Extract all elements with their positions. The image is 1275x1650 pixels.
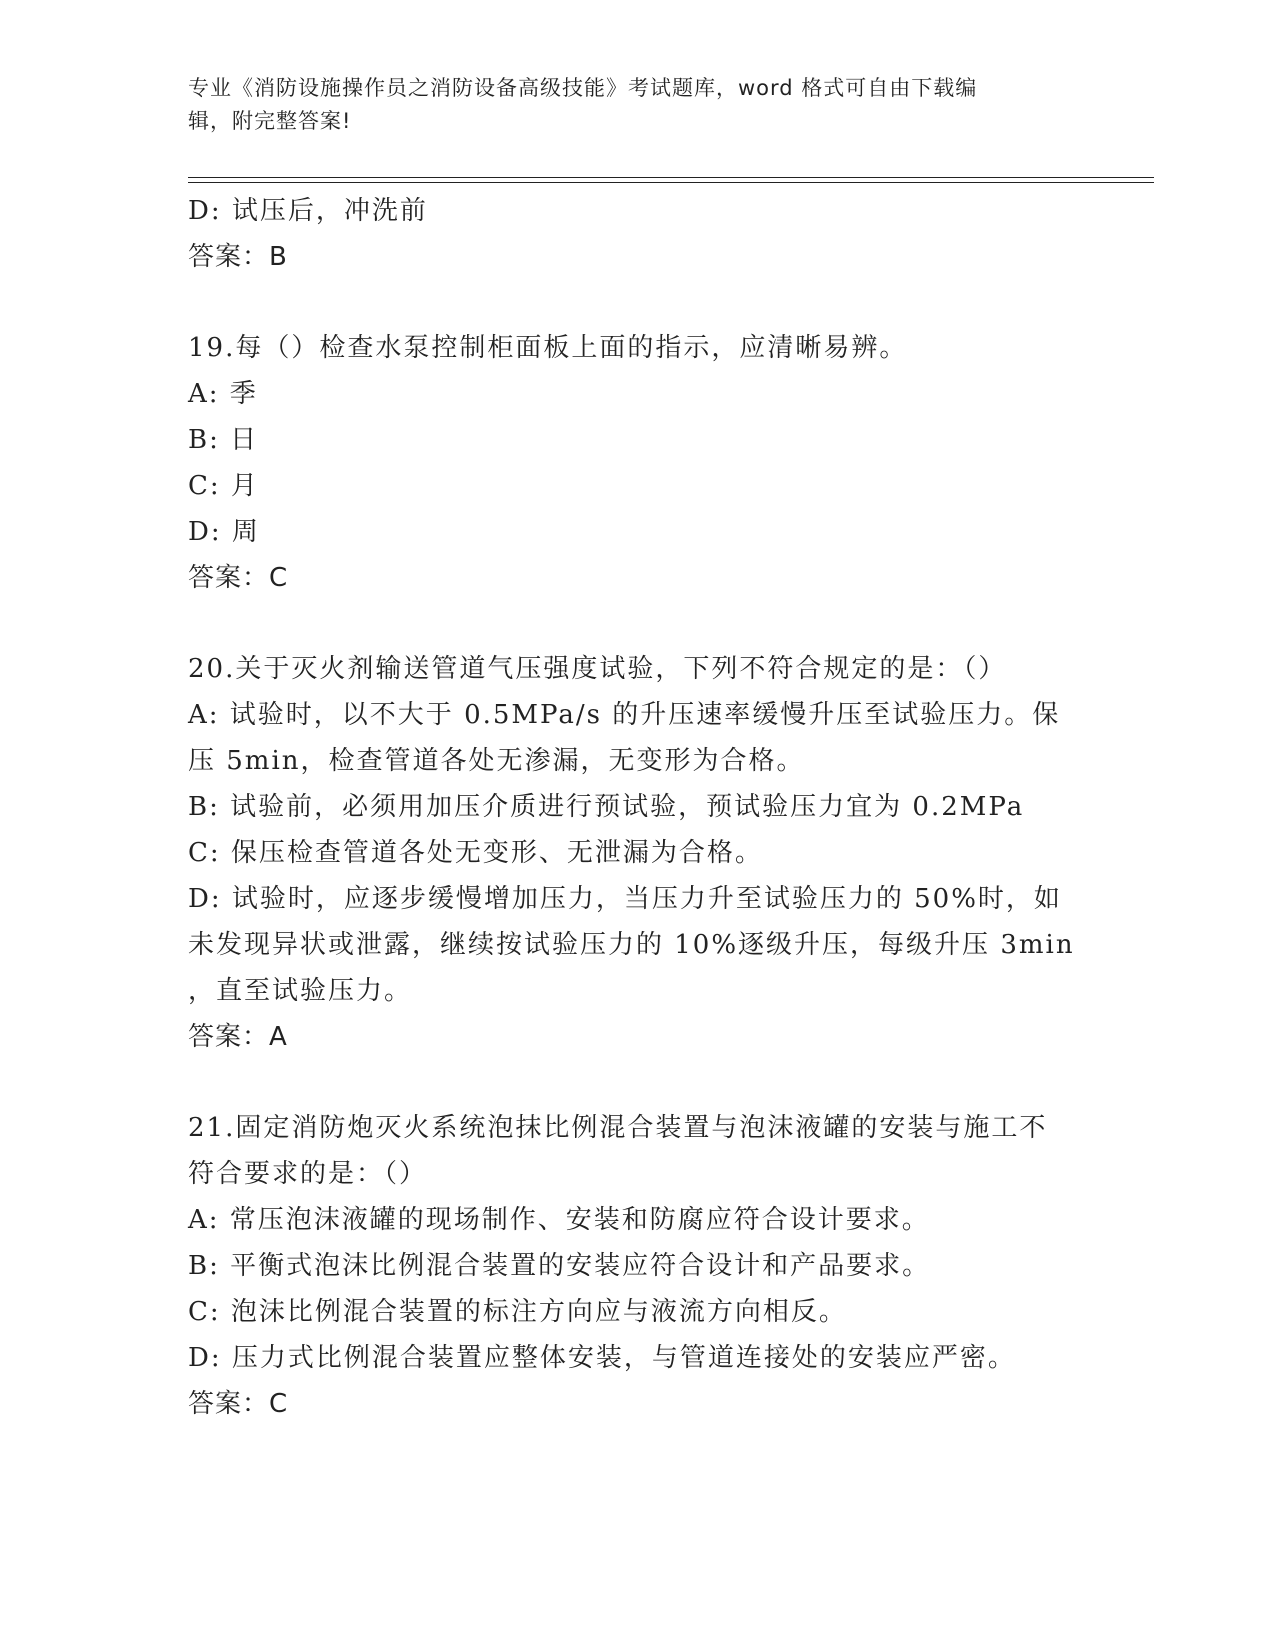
- document-header: [188, 72, 1068, 138]
- option-a-line-1: A: 试验时，以不大于 0.5MPa/s 的升压速率缓慢升压至试验压力。保: [188, 700, 1061, 730]
- prev-question-tail: [188, 188, 1088, 280]
- option-c: C: 泡沫比例混合装置的标注方向应与液流方向相反。: [188, 1297, 847, 1327]
- question-20: [188, 646, 1088, 1060]
- option-d: D: 压力式比例混合装置应整体安装，与管道连接处的安装应严密。: [188, 1343, 1016, 1373]
- question-19: [188, 325, 1088, 601]
- option-d-line-1: D: 试验时，应逐步缓慢增加压力，当压力升至试验压力的 50%时，如: [188, 884, 1062, 914]
- option-d: D: 周: [188, 517, 260, 547]
- spacer: [188, 1060, 1088, 1105]
- question-list: [188, 188, 1088, 1427]
- answer-line: 答案：B: [188, 242, 288, 272]
- option-d: D: 试压后，冲洗前: [188, 196, 428, 226]
- option-b: B: 试验前，必须用加压介质进行预试验，预试验压力宜为 0.2MPa: [188, 792, 1025, 822]
- question-21: [188, 1105, 1088, 1427]
- option-a: A: 常压泡沫液罐的现场制作、安装和防腐应符合设计要求。: [188, 1205, 930, 1235]
- option-c: C: 月: [188, 471, 259, 501]
- answer-line: 答案：A: [188, 1022, 288, 1052]
- answer-line: 答案：C: [188, 563, 289, 593]
- question-stem: 19.每（）检查水泵控制柜面板上面的指示，应清晰易辨。: [188, 333, 908, 363]
- option-c: C: 保压检查管道各处无变形、无泄漏为合格。: [188, 838, 763, 868]
- option-b: B: 日: [188, 425, 259, 455]
- spacer: [188, 280, 1088, 325]
- option-a: A: 季: [188, 379, 258, 409]
- option-a-line-2: 压 5min，检查管道各处无渗漏，无变形为合格。: [188, 746, 805, 776]
- question-stem-line-1: 21.固定消防炮灭火系统泡抹比例混合装置与泡沫液罐的安装与施工不: [188, 1113, 1048, 1143]
- question-stem: 20.关于灭火剂输送管道气压强度试验，下列不符合规定的是：（）: [188, 654, 1007, 684]
- header-divider-bottom: [188, 182, 1154, 183]
- header-line-2: 辑，附完整答案!: [188, 109, 352, 133]
- option-d-line-3: ，直至试验压力。: [188, 976, 413, 1006]
- question-stem-line-2: 符合要求的是：（）: [188, 1159, 428, 1189]
- option-d-line-2: 未发现异状或泄露，继续按试验压力的 10%逐级升压，每级升压 3min: [188, 930, 1075, 960]
- header-divider-top: [188, 177, 1154, 178]
- spacer: [188, 601, 1088, 646]
- answer-line: 答案：C: [188, 1389, 289, 1419]
- option-b: B: 平衡式泡沫比例混合装置的安装应符合设计和产品要求。: [188, 1251, 931, 1281]
- header-line-1: 专业《消防设施操作员之消防设备高级技能》考试题库，word 格式可自由下载编: [188, 76, 978, 100]
